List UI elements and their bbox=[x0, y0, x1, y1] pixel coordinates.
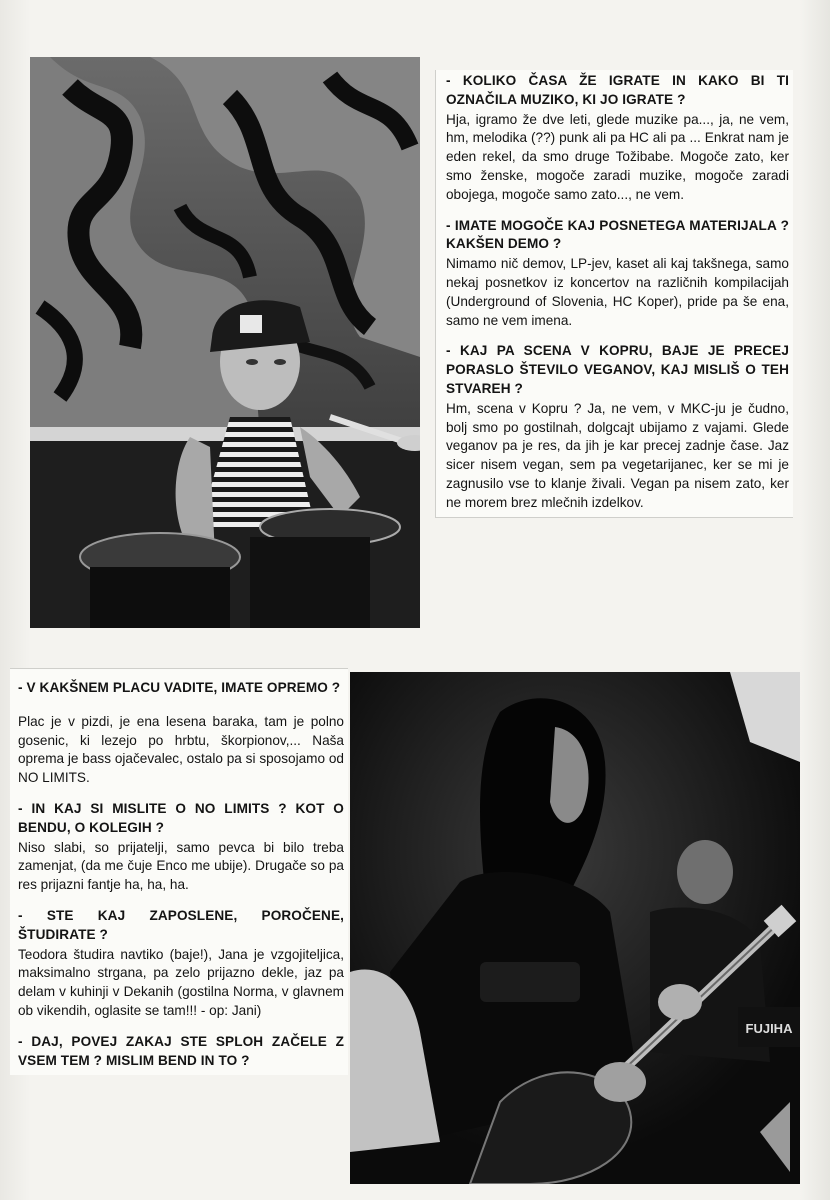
banner-text: FUJIHA bbox=[745, 1021, 793, 1036]
guitarist-photo bbox=[350, 672, 800, 1184]
question-1: - KOLIKO ČASA ŽE IGRATE IN KAKO BI TI OZNAČILA MUZIKO, KI JO IGRATE ? bbox=[446, 73, 789, 107]
answer-2: Nimamo nič demov, LP-jev, kaset ali kaj takšnega, samo nekaj posnetkov iz koncertov na različnih kompilacijah (Underground of Slovenia, HC Koper), pride pa še ena, samo ne vem imena. bbox=[446, 256, 789, 328]
question-6: - STE KAJ ZAPOSLENE, POROČENE, ŠTUDIRATE ? bbox=[18, 907, 344, 942]
answer-4: Plac je v pizdi, je ena lesena baraka, tam je polno gosenic, ki lezejo po hrbtu, škorpionov,... Naša oprema je bass ojačevalec, ostalo pa si sposojamo od NO LIMITS. bbox=[18, 713, 344, 786]
question-4: - V KAKŠNEM PLACU VADITE, IMATE OPREMO ? bbox=[18, 680, 341, 695]
interview-left-column bbox=[10, 668, 348, 1075]
answer-1: Hja, igramo že dve leti, glede muzike pa..., ja, ne vem, hm, melodika (??) punk ali pa HC ali pa ... Enkrat nam je eden rekel, da smo druge Tožibabe. Mogoče zato, ker smo ženske, mogoče zaradi muzike, mogoče zaradi obojega, mogoče samo zato..., ne vem. bbox=[446, 111, 789, 202]
question-5: - IN KAJ SI MISLITE O NO LIMITS ? KOT O BENDU, O KOLEGIH ? bbox=[18, 800, 344, 835]
answer-5: Niso slabi, so prijatelji, samo pevca bi bilo treba zamenjat, (da me čuje Enco me ubije). Drugače so pa res prijazni fantje ha, ha, ha. bbox=[18, 839, 344, 893]
interview-right-column bbox=[435, 70, 793, 518]
separator bbox=[18, 895, 344, 907]
drummer-photo-image bbox=[30, 57, 420, 628]
separator bbox=[446, 205, 789, 217]
question-2: - IMATE MOGOČE KAJ POSNETEGA MATERIJALA ? KAKŠEN DEMO ? bbox=[446, 217, 789, 252]
question-3: - KAJ PA SCENA V KOPRU, BAJE JE PRECEJ PORASLO ŠTEVILO VEGANOV, KAJ MISLIŠ O TEH STVAREH ? bbox=[446, 343, 789, 396]
separator bbox=[446, 330, 789, 342]
answer-3: Hm, scena v Kopru ? Ja, ne vem, v MKC-ju je čudno, bolj smo po gostilnah, dolgcajt ubijamo z vajami. Glede veganov pa je res, da jih je kar precej zadnje čase. Jaz sicer nisem vegan, sem pa vegetarijanec, ker se mi je zagnusilo vse to klanje živali. Vegan pa nisem zato, ker ne morem brez mlečnih izdelkov. bbox=[446, 400, 789, 510]
answer-6: Teodora študira navtiko (baje!), Jana je vzgojiteljica, maksimalno strgana, pa zelo prijazno dekle, jaz pa delam v kuhinji v Dekanih (gostilna Norma, v glavnem ob vikendih, oglasite se tam!!! - op: Jani) bbox=[18, 946, 344, 1018]
drummer-photo bbox=[30, 57, 420, 628]
question-7: - DAJ, POVEJ ZAKAJ STE SPLOH ZAČELE Z VSEM TEM ? MISLIM BEND IN TO ? bbox=[18, 1033, 344, 1068]
separator bbox=[18, 788, 344, 800]
separator bbox=[18, 699, 344, 713]
separator bbox=[18, 1021, 344, 1033]
guitarist-photo-image bbox=[350, 672, 800, 1184]
